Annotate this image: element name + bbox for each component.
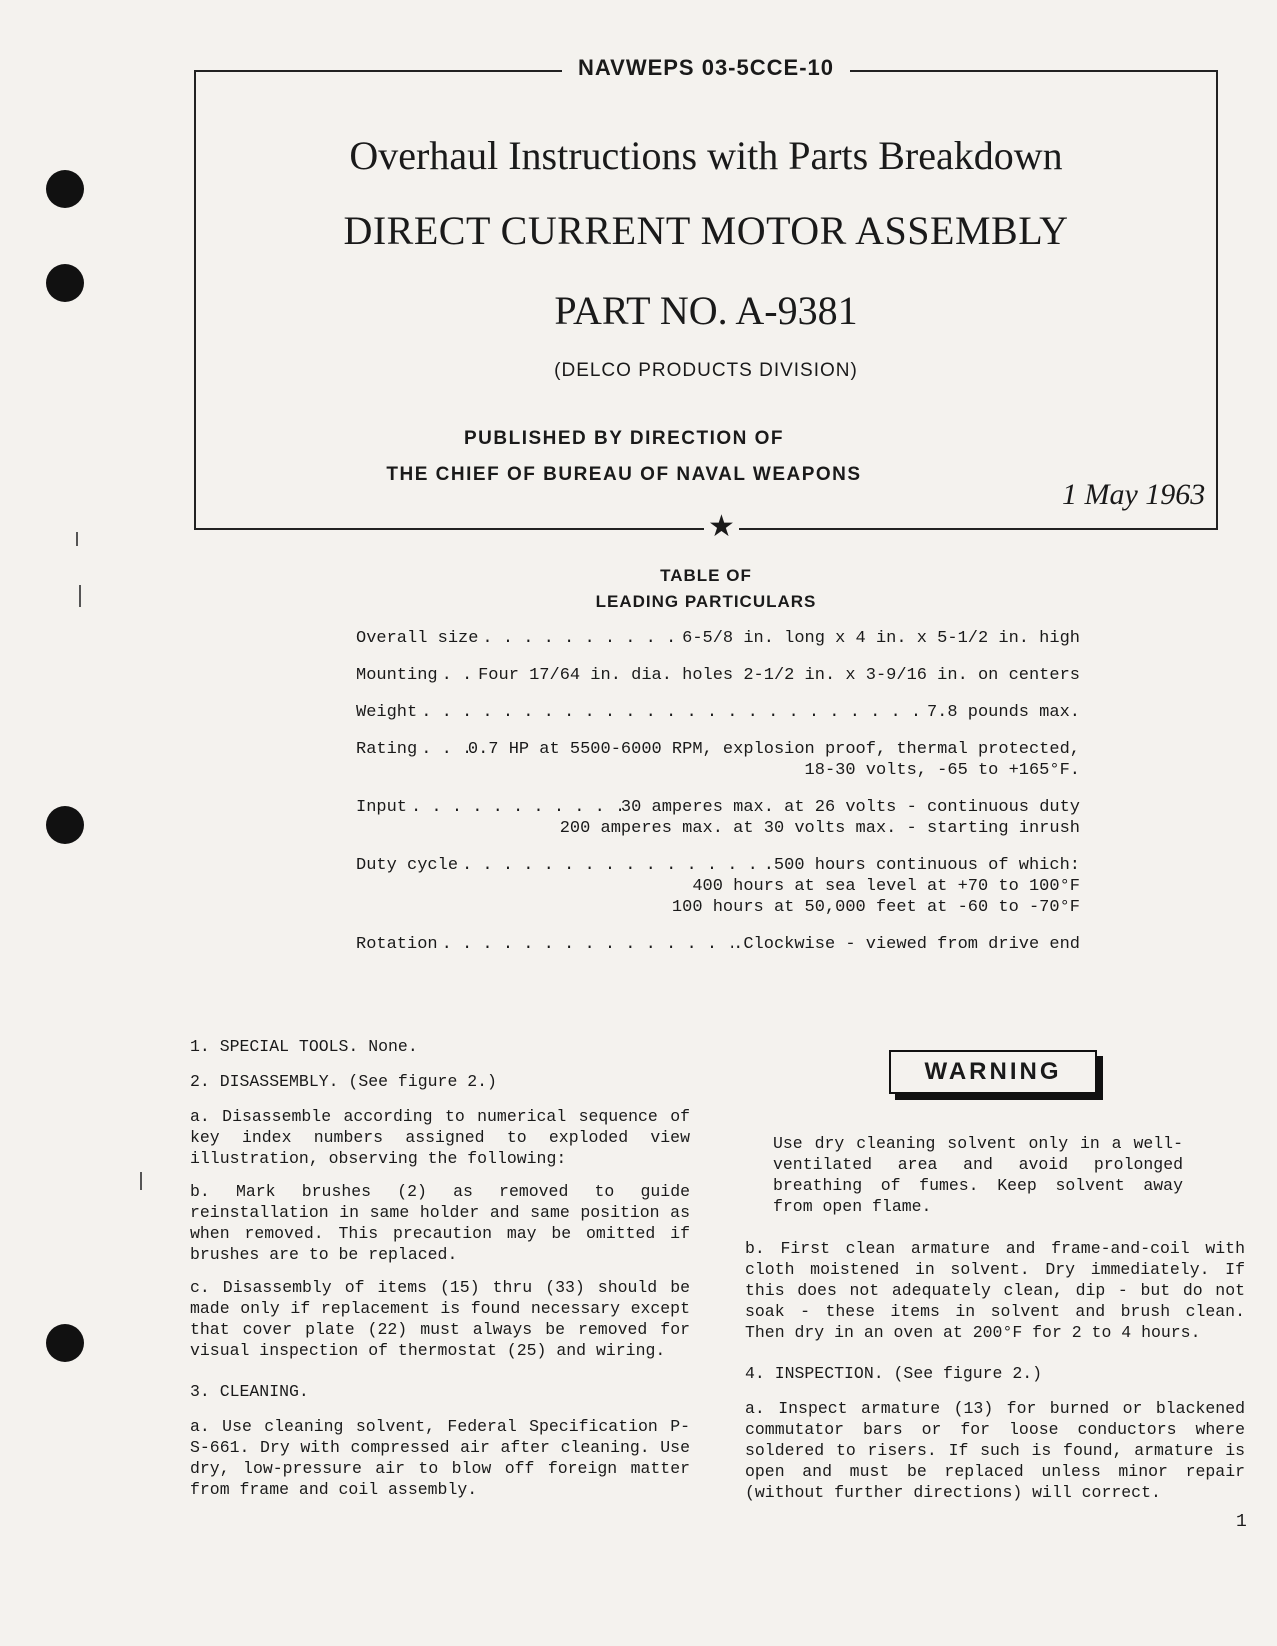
particular-value: 7.8 pounds max.: [926, 703, 1080, 722]
cleaning-paragraph-b: b. First clean armature and frame-and-coil with cloth moistened in solvent. Dry immediately. If this does not adequately clean, dip - but do not soak - these items in solvent and brush clean. Then dry in an oven at 200°F for 2 to 4 hours.: [745, 1239, 1245, 1342]
particulars-row: [356, 739, 1080, 781]
title-motor-assembly: DIRECT CURRENT MOTOR ASSEMBLY: [343, 208, 1069, 253]
published-by-line1: PUBLISHED BY DIRECTION OF: [463, 428, 785, 449]
particulars-row: [356, 702, 1080, 723]
particular-value-continued: 18-30 volts, -65 to +165°F.: [804, 761, 1080, 780]
particular-label: Mounting: [356, 666, 438, 685]
particular-value-continued: 100 hours at 50,000 feet at -60 to -70°F: [671, 898, 1080, 917]
particular-value-continued: 200 amperes max. at 30 volts max. - starting inrush: [559, 819, 1080, 838]
disassembly-heading: 2. DISASSEMBLY. (See figure 2.): [190, 1072, 497, 1091]
scan-mark: [140, 1172, 142, 1190]
page-number: 1: [1236, 1512, 1247, 1532]
binder-hole-upper: [46, 264, 84, 302]
particular-label: Rotation: [356, 935, 438, 954]
right-column: [745, 1238, 1245, 1515]
particular-value: Four 17/64 in. dia. holes 2-1/2 in. x 3-9/16 in. on centers: [478, 666, 1080, 685]
particular-value: .Clockwise - viewed from drive end: [733, 935, 1080, 954]
division-name: (DELCO PRODUCTS DIVISION): [554, 360, 858, 381]
particular-label: Duty cycle: [356, 856, 459, 875]
leader-dots: [438, 665, 478, 686]
leader-dots: [478, 628, 682, 649]
title-part-number: PART NO. A-9381: [554, 288, 858, 333]
particular-label: Weight: [356, 703, 418, 722]
disassembly-paragraph-b: b. Mark brushes (2) as removed to guide reinstallation in same holder and same position as when removed. This precaution may be omitted if brushes are to be replaced.: [190, 1182, 690, 1264]
star-icon: ★: [704, 512, 739, 542]
particulars-row: [356, 628, 1080, 649]
leader-dots: [458, 855, 764, 876]
leader-dots: [417, 739, 468, 760]
disassembly-paragraph-a: a. Disassemble according to numerical sequence of key index numbers assigned to exploded view illustration, observing the following:: [190, 1107, 690, 1168]
particular-value: .500 hours continuous of which:: [763, 856, 1080, 875]
particulars-row: [356, 855, 1080, 918]
binder-hole-top: [46, 170, 84, 208]
leading-particulars-table: [356, 628, 1080, 971]
particular-value: 6-5/8 in. long x 4 in. x 5-1/2 in. high: [682, 629, 1080, 648]
cleaning-paragraph-a: a. Use cleaning solvent, Federal Specification P-S-661. Dry with compressed air after cleaning. Use dry, low-pressure air to blow off foreign matter from frame and coil assembly.: [190, 1417, 690, 1499]
particular-label: Overall size: [356, 629, 479, 648]
title-overhaul-instructions: Overhaul Instructions with Parts Breakdown: [349, 133, 1063, 178]
warning-text: Use dry cleaning solvent only in a well-ventilated area and avoid prolonged breathing of fumes. Keep solvent away from open flame.: [773, 1134, 1183, 1216]
published-by-line2: THE CHIEF OF BUREAU OF NAVAL WEAPONS: [386, 464, 862, 485]
particulars-row: [356, 665, 1080, 686]
publication-date: 1 May 1963: [1062, 478, 1206, 511]
inspection-heading: 4. INSPECTION. (See figure 2.): [745, 1364, 1043, 1383]
table-heading-line1: TABLE OF: [660, 566, 752, 585]
particular-value: 0.7 HP at 5500-6000 RPM, explosion proof, thermal protected,: [467, 740, 1080, 759]
scan-mark: [76, 532, 78, 546]
special-tools-heading: 1. SPECIAL TOOLS. None.: [190, 1037, 418, 1056]
document-number: NAVWEPS 03-5CCE-10: [0, 55, 1277, 81]
particular-label: Input: [356, 798, 408, 817]
particular-value-continued: 400 hours at sea level at +70 to 100°F: [692, 877, 1080, 896]
binder-hole-lower: [46, 1324, 84, 1362]
particular-value: 30 amperes max. at 26 volts - continuous duty: [620, 798, 1080, 817]
leader-dots: [438, 934, 734, 955]
disassembly-paragraph-c: c. Disassembly of items (15) thru (33) should be made only if replacement is found necessary except that cover plate (22) must always be removed for visual inspection of thermostat (25) and wiring.: [190, 1278, 690, 1360]
inspection-paragraph-a: a. Inspect armature (13) for burned or blackened commutator bars or for loose conductors where soldered to risers. If such is found, armature is open and must be replaced unless minor repair (without further directions) will correct.: [745, 1399, 1245, 1502]
cleaning-heading: 3. CLEANING.: [190, 1382, 309, 1401]
leader-dots: [417, 702, 927, 723]
binder-hole-middle: [46, 806, 84, 844]
table-heading-line2: LEADING PARTICULARS: [595, 592, 817, 611]
particular-label: Rating: [356, 740, 418, 759]
warning-label: WARNING: [889, 1050, 1097, 1094]
left-column: [190, 1036, 690, 1512]
particulars-row: [356, 797, 1080, 839]
leader-dots: [407, 797, 621, 818]
scan-mark: [79, 585, 81, 607]
particulars-row: [356, 934, 1080, 955]
